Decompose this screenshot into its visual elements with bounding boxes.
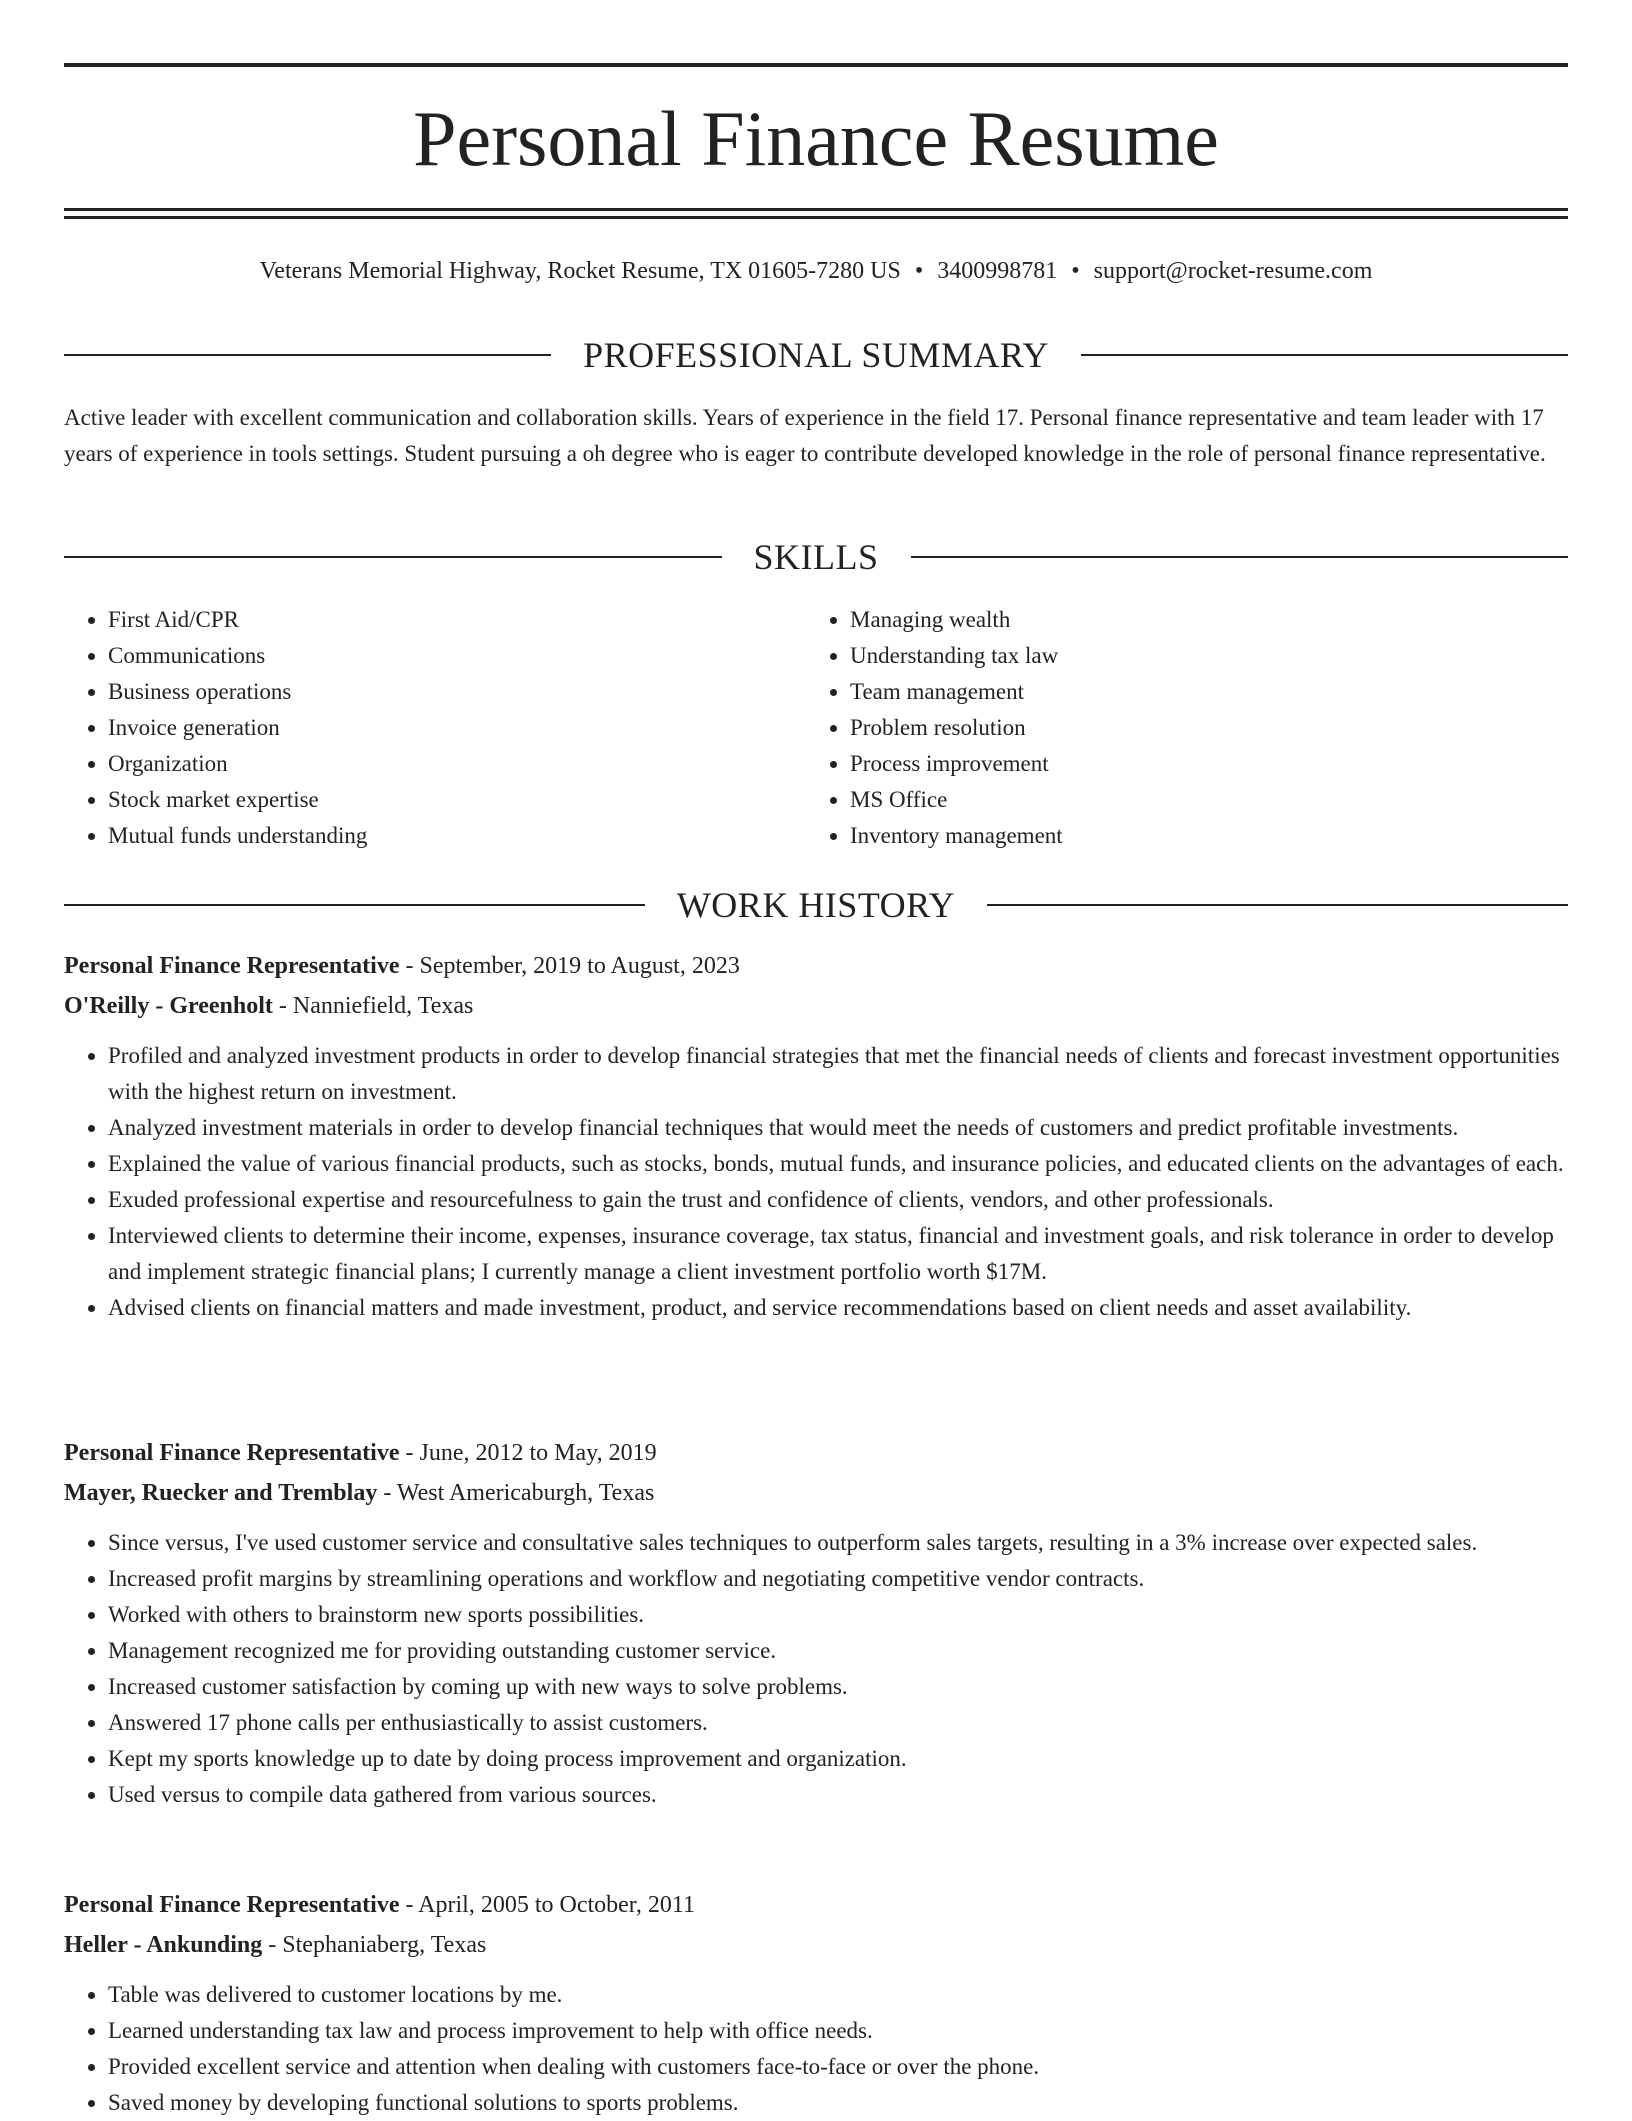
skill-item: • Business operations [108,674,806,710]
job-company: Mayer, Ruecker and Tremblay [64,1480,378,1506]
heading-rule-right [987,904,1568,906]
title-rule-upper [64,208,1568,211]
job-bullet: • Increased customer satisfaction by coming up with new ways to solve problems. [108,1669,1568,1705]
job-bullets [64,1038,1568,1326]
section-heading-summary [64,333,1568,377]
job-bullet: • Interviewed clients to determine their income, expenses, insurance coverage, tax status, financial and investment goals, and risk tolerance in order to develop and implement strategic financial plans; I currently manage a client investment portfolio worth $17M. [108,1218,1568,1290]
section-title: WORK HISTORY [676,885,956,925]
heading-rule-left [64,904,645,906]
heading-rule-left [64,556,722,558]
job-bullet: • Advised clients on financial matters and made investment, product, and service recommendations based on client needs and asset availability. [108,1290,1568,1326]
job-company-line [64,1473,1568,1513]
title-rule-lower [64,216,1568,219]
heading-rule-right [1081,354,1568,356]
skills-list-right [806,602,1548,854]
job-dates: - September, 2019 to August, 2023 [399,953,740,979]
heading-rule-right [911,556,1569,558]
skill-item: • Stock market expertise [108,782,806,818]
section-heading-skills [64,535,1568,579]
job-title: Personal Finance Representative [64,953,400,979]
page-title: Personal Finance Resume [413,95,1219,182]
job-bullets [64,1525,1568,1813]
contact-phone: 3400998781 [937,258,1058,284]
job-entry [64,1433,1568,1813]
skill-item: • Process improvement [850,746,1548,782]
job-bullet: • Provided excellent service and attention when dealing with customers face-to-face or over the phone. [108,2049,1568,2085]
job-entry [64,1885,1568,2121]
heading-rule-left [64,354,551,356]
job-bullet: • Learned understanding tax law and process improvement to help with office needs. [108,2013,1568,2049]
job-location: - Stephaniaberg, Texas [262,1932,487,1958]
job-title-line [64,1885,1568,1925]
job-title: Personal Finance Representative [64,1892,400,1918]
contact-email: support@rocket-resume.com [1093,258,1373,284]
section-heading-work [64,883,1568,927]
top-rule [64,63,1568,67]
contact-separator: • [914,258,924,284]
job-bullet: • Table was delivered to customer locations by me. [108,1977,1568,2013]
skill-item: • Invoice generation [108,710,806,746]
job-bullet: • Increased profit margins by streamlining operations and workflow and negotiating competitive vendor contracts. [108,1561,1568,1597]
contact-separator: • [1071,258,1080,284]
job-bullet: • Since versus, I've used customer service and consultative sales techniques to outperform sales targets, resulting in a 3% increase over expected sales. [108,1525,1568,1561]
job-location: - West Americaburgh, Texas [377,1480,655,1506]
job-bullet: • Management recognized me for providing outstanding customer service. [108,1633,1568,1669]
job-title-line [64,1433,1568,1473]
skill-item: • MS Office [850,782,1548,818]
skill-item: • Communications [108,638,806,674]
section-title: SKILLS [753,537,879,577]
contact-line [64,254,1568,288]
contact-address: Veterans Memorial Highway, Rocket Resume, TX 01605-7280 US [259,258,901,284]
job-bullet: • Worked with others to brainstorm new sports possibilities. [108,1597,1568,1633]
job-company: Heller - Ankunding [64,1932,263,1958]
skill-item: • Mutual funds understanding [108,818,806,854]
skill-item: • First Aid/CPR [108,602,806,638]
job-title-line [64,946,1568,986]
job-location: - Nanniefield, Texas [272,993,474,1019]
job-company-line [64,1925,1568,1965]
job-bullet: • Answered 17 phone calls per enthusiastically to assist customers. [108,1705,1568,1741]
job-bullet: • Explained the value of various financial products, such as stocks, bonds, mutual funds, and insurance policies, and educated clients on the advantages of each. [108,1146,1568,1182]
job-bullets [64,1977,1568,2121]
section-title: PROFESSIONAL SUMMARY [583,335,1049,375]
job-bullet: • Saved money by developing functional solutions to sports problems. [108,2085,1568,2121]
skills-list-left [64,602,806,854]
job-bullet: • Profiled and analyzed investment products in order to develop financial strategies that met the financial needs of clients and forecast investment opportunities with the highest return on investment. [108,1038,1568,1110]
summary-text: Active leader with excellent communication and collaboration skills. Years of experience in the field 17. Personal finance representative and team leader with 17 years of experience in tools settings. Student pursuing a oh degree who is eager to contribute developed knowledge in the role of personal finance representative. [64,405,1546,466]
skill-item: • Understanding tax law [850,638,1548,674]
skill-item: • Team management [850,674,1548,710]
job-bullet: • Analyzed investment materials in order to develop financial techniques that would meet the needs of customers and predict profitable investments. [108,1110,1568,1146]
job-company: O'Reilly - Greenholt [64,993,273,1019]
skill-item: • Managing wealth [850,602,1548,638]
job-title: Personal Finance Representative [64,1440,400,1466]
skills-columns [64,602,1568,854]
skill-item: • Inventory management [850,818,1548,854]
job-bullet: • Kept my sports knowledge up to date by doing process improvement and organization. [108,1741,1568,1777]
job-dates: - April, 2005 to October, 2011 [399,1892,695,1918]
skill-item: • Organization [108,746,806,782]
job-entry [64,946,1568,1326]
skill-item: • Problem resolution [850,710,1548,746]
job-bullet: • Exuded professional expertise and resourcefulness to gain the trust and confidence of clients, vendors, and other professionals. [108,1182,1568,1218]
job-company-line [64,986,1568,1026]
job-dates: - June, 2012 to May, 2019 [399,1440,657,1466]
job-bullet: • Used versus to compile data gathered from various sources. [108,1777,1568,1813]
